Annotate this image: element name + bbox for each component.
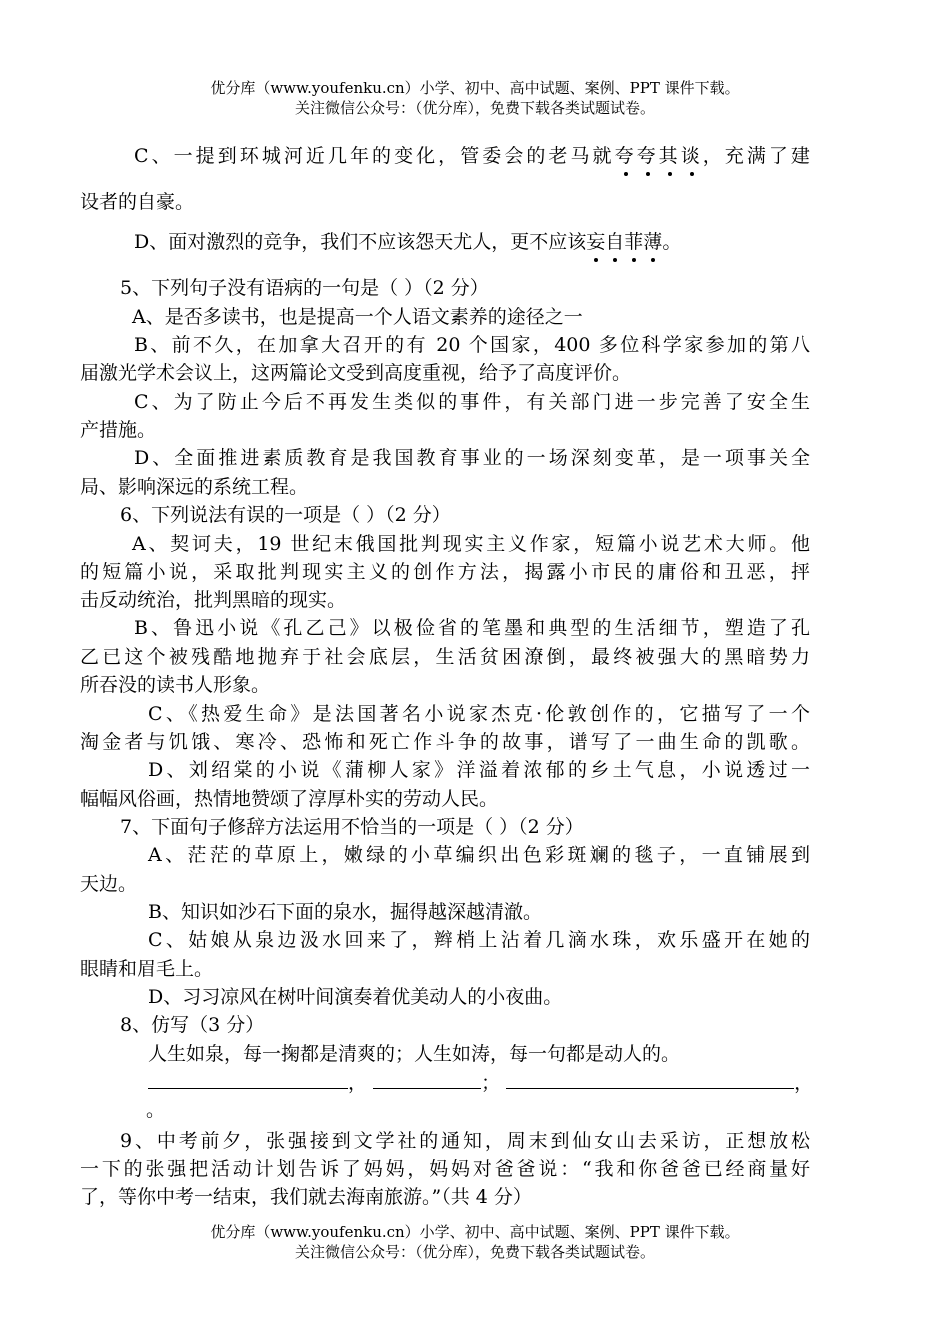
q8-blank-1[interactable] bbox=[148, 1068, 348, 1089]
q6-option-a-line-1: A、契诃夫，19 世纪末俄国批判现实主义作家，短篇小说艺术大师。他 bbox=[132, 533, 810, 555]
q4-option-d: D、面对激烈的竞争，我们不应该怨天尤人，更不应该妄自菲薄。 bbox=[134, 231, 682, 253]
q8-stem: 8、仿写（3 分） bbox=[120, 1014, 265, 1036]
footer-line-1: 优分库（www.youfenku.cn）小学、初中、高中试题、案例、PPT 课件下载。 bbox=[210, 1223, 740, 1241]
header-line-2: 关注微信公众号：（优分库），免费下载各类试题试卷。 bbox=[294, 99, 655, 117]
q8-blank-2[interactable] bbox=[373, 1068, 481, 1089]
q7-option-a-line-2: 天边。 bbox=[80, 873, 138, 895]
q8-answer-line: ， ； ， bbox=[148, 1068, 810, 1097]
q6-option-b-line-1: B、鲁迅小说《孔乙己》以极俭省的笔墨和典型的生活细节，塑造了孔 bbox=[134, 617, 810, 639]
q6-option-b-line-3: 所吞没的读书人形象。 bbox=[80, 674, 271, 696]
q8-blank-3[interactable] bbox=[506, 1068, 794, 1089]
q5-option-d-line-2: 局、影响深远的系统工程。 bbox=[80, 476, 309, 498]
q5-option-b-line-2: 届激光学术会议上，这两篇论文受到高度重视，给予了高度评价。 bbox=[80, 362, 632, 384]
q7-option-c-line-1: C、姑娘从泉边汲水回来了，辫梢上沾着几滴水珠，欢乐盛开在她的 bbox=[148, 929, 810, 951]
q4-option-c-line-2: 设者的自豪。 bbox=[80, 191, 195, 213]
q6-option-c-line-2: 淘金者与饥饿、寒冷、恐怖和死亡作斗争的故事，谱写了一曲生命的凯歌。 bbox=[80, 731, 810, 753]
q9-line-1: 9、中考前夕，张强接到文学社的通知，周末到仙女山去采访，正想放松 bbox=[120, 1130, 810, 1152]
q6-option-a-line-3: 击反动统治，批判黑暗的现实。 bbox=[80, 589, 347, 611]
q5-option-c-line-2: 产措施。 bbox=[80, 419, 157, 441]
q6-option-d-line-1: D、刘绍棠的小说《蒲柳人家》洋溢着浓郁的乡土气息，小说透过一 bbox=[148, 759, 810, 781]
q6-option-a-line-2: 的短篇小说，采取批判现实主义的创作方法，揭露小市民的庸俗和丑恶，抨 bbox=[80, 561, 810, 583]
header-line-1: 优分库（www.youfenku.cn）小学、初中、高中试题、案例、PPT 课件下载。 bbox=[210, 79, 740, 97]
q7-option-d: D、习习凉风在树叶间演奏着优美动人的小夜曲。 bbox=[148, 986, 563, 1008]
q5-stem: 5、下列句子没有语病的一句是（ ）（2 分） bbox=[120, 277, 489, 299]
q6-option-c-line-1: C、《热爱生命》是法国著名小说家杰克·伦敦创作的，它描写了一个 bbox=[148, 703, 810, 725]
q6-stem: 6、下列说法有误的一项是（ ）（2 分） bbox=[120, 504, 451, 526]
q7-option-a-line-1: A、茫茫的草原上，嫩绿的小草编织出色彩斑斓的毯子，一直铺展到 bbox=[148, 844, 810, 866]
q7-option-c-line-2: 眼睛和眉毛上。 bbox=[80, 958, 214, 980]
q5-option-c-line-1: C、为了防止今后不再发生类似的事件，有关部门进一步完善了安全生 bbox=[134, 391, 810, 413]
q7-stem: 7、下面句子修辞方法运用不恰当的一项是（ ）（2 分） bbox=[120, 816, 584, 838]
q5-option-a: A、是否多读书，也是提高一个人语文素养的途径之一 bbox=[132, 306, 583, 328]
q5-option-b-line-1: B、前不久，在加拿大召开的有 20 个国家，400 多位科学家参加的第八 bbox=[134, 334, 810, 356]
q8-example: 人生如泉，每一掬都是清爽的；人生如涛，每一句都是动人的。 bbox=[148, 1043, 681, 1065]
q5-option-d-line-1: D、全面推进素质教育是我国教育事业的一场深刻变革，是一项事关全 bbox=[134, 447, 810, 469]
q7-option-b: B、知识如沙石下面的泉水，掘得越深越清澈。 bbox=[148, 901, 542, 923]
q8-answer-end: 。 bbox=[146, 1099, 166, 1121]
q9-line-3: 了，等你中考一结束，我们就去海南旅游。”（共 4 分） bbox=[80, 1186, 532, 1208]
q9-line-2: 一下的张强把活动计划告诉了妈妈，妈妈对爸爸说：“我和你爸爸已经商量好 bbox=[80, 1158, 810, 1180]
q6-option-d-line-2: 幅幅风俗画，热情地赞颂了淳厚朴实的劳动人民。 bbox=[80, 788, 499, 810]
q4-option-c-line-1: C、一提到环城河近几年的变化，管委会的老马就夸夸其谈，充满了建 bbox=[134, 145, 810, 167]
q6-option-b-line-2: 乙已这个被残酷地抛弃于社会底层，生活贫困潦倒，最终被强大的黑暗势力 bbox=[80, 646, 810, 668]
footer-line-2: 关注微信公众号：（优分库），免费下载各类试题试卷。 bbox=[294, 1243, 655, 1261]
